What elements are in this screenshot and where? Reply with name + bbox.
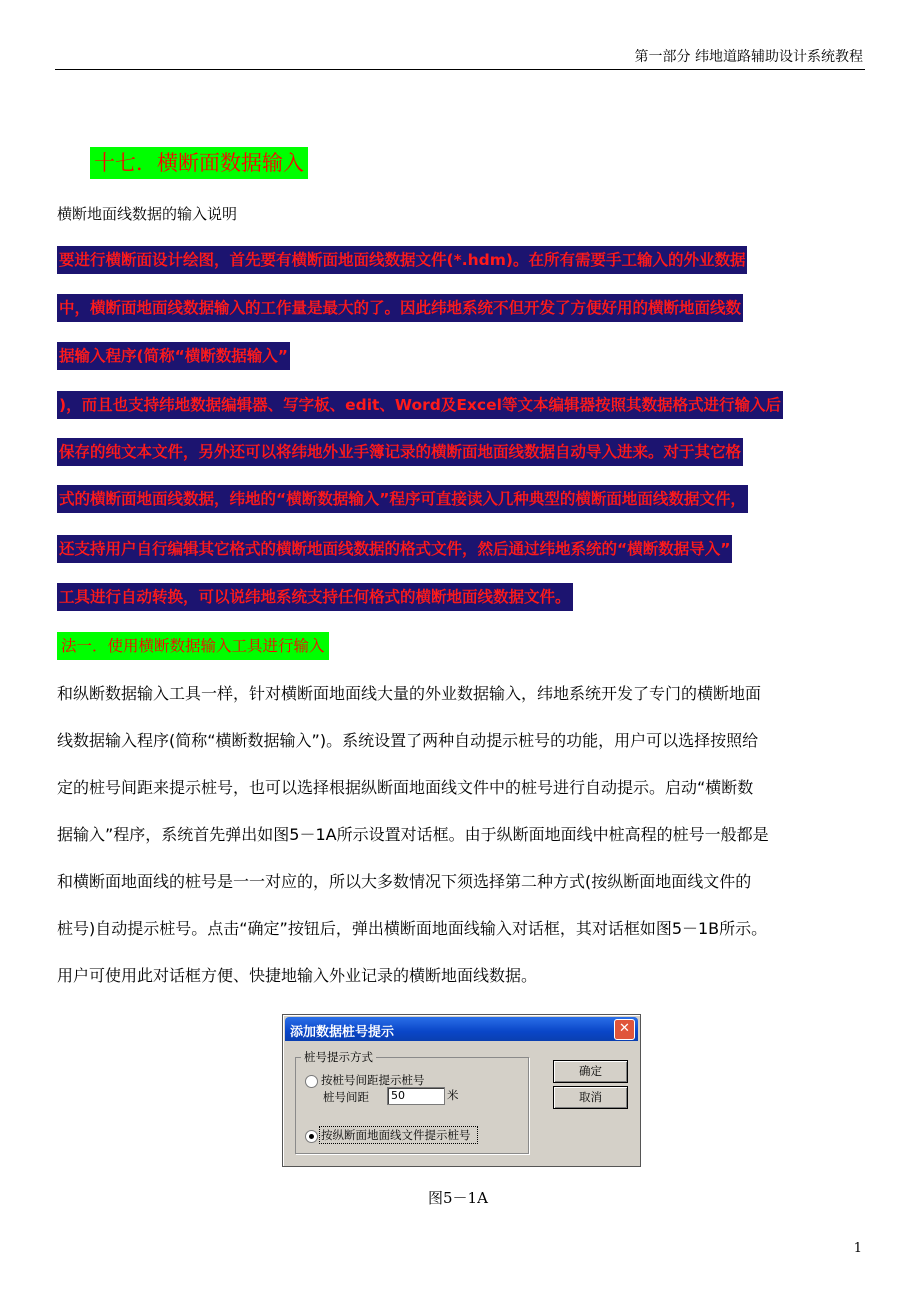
page-header: 第一部分 纬地道路辅助设计系统教程: [634, 49, 863, 65]
highlighted-line: 中，横断面地面线数据输入的工作量是最大的了。因此纬地系统不但开发了方便好用的横断地面线数: [57, 294, 743, 322]
highlighted-line: 要进行横断面设计绘图，首先要有横断面地面线数据文件(*.hdm)。在所有需要手工输入的外业数据: [57, 246, 747, 274]
body-line: 和纵断数据输入工具一样，针对横断面地面线大量的外业数据输入，纬地系统开发了专门的横断地面: [57, 684, 762, 703]
body-line: 桩号)自动提示桩号。点击“确定”按钮后，弹出横断面地面线输入对话框，其对话框如图5－1B所示。: [57, 919, 768, 938]
option-profile-radio[interactable]: [305, 1130, 318, 1143]
highlighted-line: )，而且也支持纬地数据编辑器、写字板、edit、Word及Excel等文本编辑器按照其数据格式进行输入后: [57, 391, 783, 419]
highlighted-line: 式的横断面地面线数据，纬地的“横断数据输入”程序可直接读入几种典型的横断面地面线数据文件，: [57, 485, 748, 513]
highlighted-line: 保存的纯文本文件，另外还可以将纬地外业手簿记录的横断面地面线数据自动导入进来。对于其它格: [57, 438, 743, 466]
body-line: 据输入”程序，系统首先弹出如图5－1A所示设置对话框。由于纵断面地面线中桩高程的桩号一般都是: [57, 825, 769, 844]
section-title: 十七．横断面数据输入: [90, 147, 308, 179]
body-line: 和横断面地面线的桩号是一一对应的，所以大多数情况下须选择第二种方式(按纵断面地面线文件的: [57, 872, 752, 891]
header-rule: [55, 69, 865, 70]
highlighted-line: 据输入程序(简称“横断数据输入”: [57, 342, 290, 370]
page-number: 1: [853, 1241, 862, 1256]
close-icon[interactable]: ✕: [614, 1019, 635, 1040]
intro-heading: 横断地面线数据的输入说明: [57, 205, 238, 223]
body-line: 用户可使用此对话框方便、快捷地输入外业记录的横断地面线数据。: [57, 966, 538, 985]
method-title: 法一．使用横断数据输入工具进行输入: [57, 632, 329, 660]
figure-caption: 图5－1A: [428, 1189, 488, 1207]
unit-label: 米: [447, 1088, 459, 1102]
body-line: 定的桩号间距来提示桩号，也可以选择根据纵断面地面线文件中的桩号进行自动提示。启动“横断数: [57, 778, 754, 797]
option-spacing-label: 按桩号间距提示桩号: [321, 1073, 425, 1087]
option-spacing-radio[interactable]: [305, 1075, 318, 1088]
dialog-title: 添加数据桩号提示: [290, 1025, 395, 1040]
spacing-label: 桩号间距: [323, 1090, 369, 1104]
highlighted-line: 还支持用户自行编辑其它格式的横断地面线数据的格式文件，然后通过纬地系统的“横断数据导入”: [57, 535, 732, 563]
dialog-titlebar[interactable]: [285, 1017, 638, 1041]
ok-button[interactable]: 确定: [553, 1060, 628, 1083]
highlighted-line: 工具进行自动转换，可以说纬地系统支持任何格式的横断地面线数据文件。: [57, 583, 573, 611]
cancel-button[interactable]: 取消: [553, 1086, 628, 1109]
station-prompt-dialog: [282, 1014, 641, 1167]
group-label: 桩号提示方式: [301, 1049, 376, 1065]
body-line: 线数据输入程序(简称“横断数据输入”)。系统设置了两种自动提示桩号的功能，用户可以选择按照给: [57, 731, 759, 750]
option-profile-label: 按纵断面地面线文件提示桩号: [321, 1128, 471, 1142]
spacing-input[interactable]: 50: [387, 1087, 445, 1105]
